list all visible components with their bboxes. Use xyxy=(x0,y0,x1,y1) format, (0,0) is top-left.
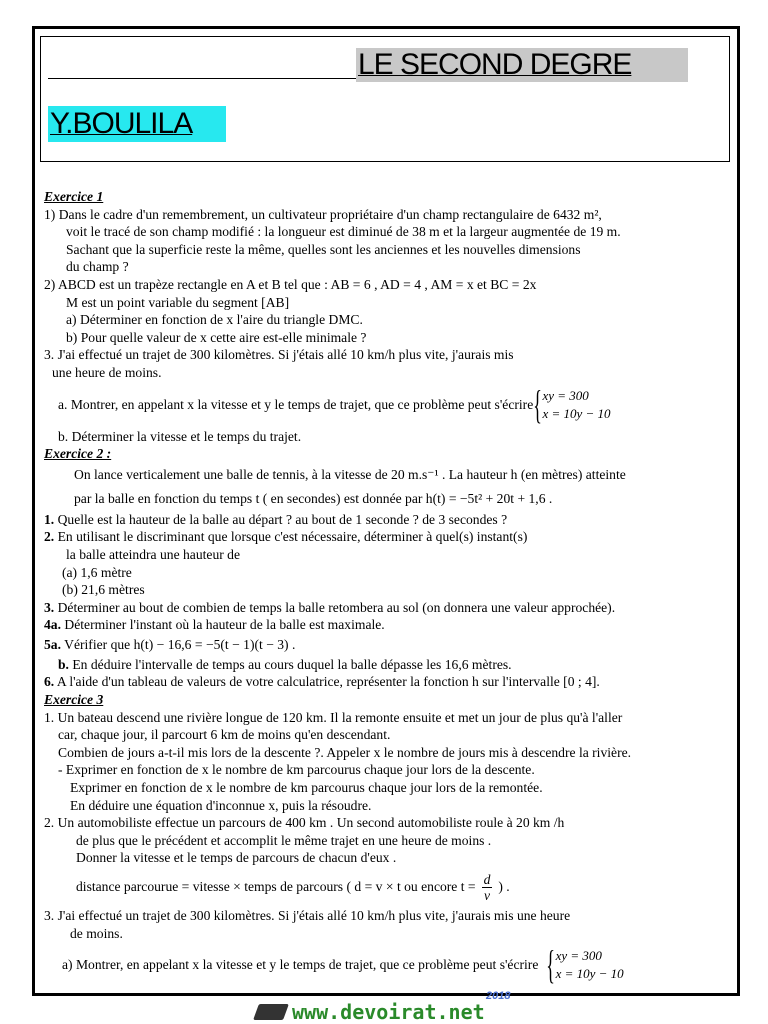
pencil-icon xyxy=(253,1004,289,1020)
ex1-text: M est un point variable du segment [AB] xyxy=(66,294,290,310)
ex3-text: Donner la vitesse et le temps de parcours de chacun d'eux . xyxy=(76,850,397,866)
system-eq: xy = 300 xyxy=(555,948,602,964)
ex1-text: voit le tracé de son champ modifié : la longueur est diminué de 38 m et la largeur augmentée de 19 m. xyxy=(66,224,621,240)
equation-system xyxy=(546,942,624,988)
ex3-text: 1. Un bateau descend une rivière longue de 120 km. Il la remonte ensuite et met un jour de plus qu'à l'aller xyxy=(44,709,623,725)
ex3-text: a) Montrer, en appelant x la vitesse et y le temps de trajet, que ce problème peut s'écrire xyxy=(62,957,539,973)
ex3-text: En déduire une équation d'inconnue x, puis la résoudre. xyxy=(70,797,372,813)
ex3-text: - Exprimer en fonction de x le nombre de km parcourus chaque jour lors de la descente. xyxy=(58,762,535,778)
fraction: $\frac{d}{v}$ xyxy=(483,871,491,903)
ex1-text: b. Déterminer la vitesse et le temps du trajet. xyxy=(58,428,302,444)
ex1-text: 1) Dans le cadre d'un remembrement, un cultivateur propriétaire d'un champ rectangulaire de 6432 m², xyxy=(44,206,602,222)
brace-symbol: { xyxy=(546,942,556,988)
ex2-text: On lance verticalement une balle de tennis, à la vitesse de 20 m.s⁻¹ . La hauteur h (en mètres) atteinte xyxy=(74,466,626,482)
ex2-question: 3. Déterminer au bout de combien de temps la balle retombera au sol (on donnera une valeur approchée). xyxy=(44,599,616,615)
ex1-text: 3. J'ai effectué un trajet de 300 kilomètres. Si j'étais allé 10 km/h plus vite, j'aurais mis xyxy=(44,347,514,363)
ex2-text: la balle atteindra une hauteur de xyxy=(66,546,240,562)
brace-symbol: { xyxy=(533,381,543,427)
ex3-text: car, chaque jour, il parcourt 6 km de moins qu'en descendant. xyxy=(58,727,391,743)
ex2-question: 4a. Déterminer l'instant où la hauteur de la balle est maximale. xyxy=(44,617,385,633)
ex2-text: (b) 21,6 mètres xyxy=(62,582,145,598)
ex2-question: 5a. Vérifier que h(t) − 16,6 = −5(t − 1)(t − 3) . xyxy=(44,636,296,652)
ex3-text: de plus que le précédent et accomplit le même trajet en une heure de moins . xyxy=(76,832,492,848)
ex1-text: a) Déterminer en fonction de x l'aire du triangle DMC. xyxy=(66,312,363,328)
equation-system xyxy=(533,381,611,427)
ex2-text: par la balle en fonction du temps t ( en secondes) est donnée par h(t) = −5t² + 20t + 1,6 . xyxy=(74,490,553,506)
exercise1-heading: Exercice 1 xyxy=(44,189,104,204)
ex1-text: 2) ABCD est un trapèze rectangle en A et B tel que : AB = 6 , AD = 4 , AM = x et BC = 2x xyxy=(44,276,537,292)
exercise3-heading: Exercice 3 xyxy=(44,692,104,708)
ex3-text: distance parcourue = vitesse × temps de parcours ( d = v × t ou encore t = xyxy=(76,879,476,895)
page-title: LE SECOND DEGRE xyxy=(356,48,688,82)
ex3-text: 2. Un automobiliste effectue un parcours de 400 km . Un second automobiliste roule à 20 km /h xyxy=(44,815,565,831)
ex2-question: 1. Quelle est la hauteur de la balle au départ ? au bout de 1 seconde ? de 3 secondes ? xyxy=(44,511,508,527)
ex3-system-line xyxy=(44,942,734,988)
ex1-text: du champ ? xyxy=(66,259,129,275)
exercise2-heading: Exercice 2 : xyxy=(44,446,112,462)
ex1-text: Sachant que la superficie reste la même, quelles sont les anciennes et les nouvelles dimensions xyxy=(66,241,581,257)
ex1-text: une heure de moins. xyxy=(52,364,162,380)
author-name: Y.BOULILA xyxy=(48,106,226,142)
ex2-question: 6. A l'aide d'un tableau de valeurs de votre calculatrice, représenter la fonction h sur l'intervalle [0 ; 4]. xyxy=(44,674,600,690)
document-body xyxy=(44,188,734,988)
ex1-text: b) Pour quelle valeur de x cette aire est-elle minimale ? xyxy=(66,329,367,345)
ex3-text: de moins. xyxy=(70,925,123,941)
title-rule xyxy=(48,78,358,79)
system-eq: x = 10y − 10 xyxy=(542,405,611,421)
ex3-text: Exprimer en fonction de x le nombre de km parcourus chaque jour lors de la remontée. xyxy=(70,780,543,796)
ex3-formula-line: distance parcourue = vitesse × temps de parcours ( d = v × t ou encore t = $\frac{d}{v}$ ) . xyxy=(76,871,510,903)
site-link[interactable]: www.devoirat.net xyxy=(292,1000,485,1024)
system-eq: x = 10y − 10 xyxy=(555,966,624,982)
footer-watermark[interactable] xyxy=(252,990,532,1024)
ex2-text: (a) 1,6 mètre xyxy=(62,564,132,580)
system-eq: xy = 300 xyxy=(542,387,589,403)
ex3-text: Combien de jours a-t-il mis lors de la descente ?. Appeler x le nombre de jours mis à descendre la rivière. xyxy=(58,744,632,760)
ex1-text: a. Montrer, en appelant x la vitesse et y le temps de trajet, que ce problème peut s'écrire xyxy=(58,396,534,412)
ex3-text: 3. J'ai effectué un trajet de 300 kilomètres. Si j'étais allé 10 km/h plus vite, j'aurais mis une heure xyxy=(44,908,571,923)
ex2-question: b. En déduire l'intervalle de temps au cours duquel la balle dépasse les 16,6 mètres. xyxy=(58,656,512,672)
ex1-system-line xyxy=(44,382,734,428)
ex2-question: 2. En utilisant le discriminant que lorsque c'est nécessaire, déterminer à quel(s) instant(s) xyxy=(44,529,528,545)
year-label: 2018 xyxy=(486,990,511,1002)
